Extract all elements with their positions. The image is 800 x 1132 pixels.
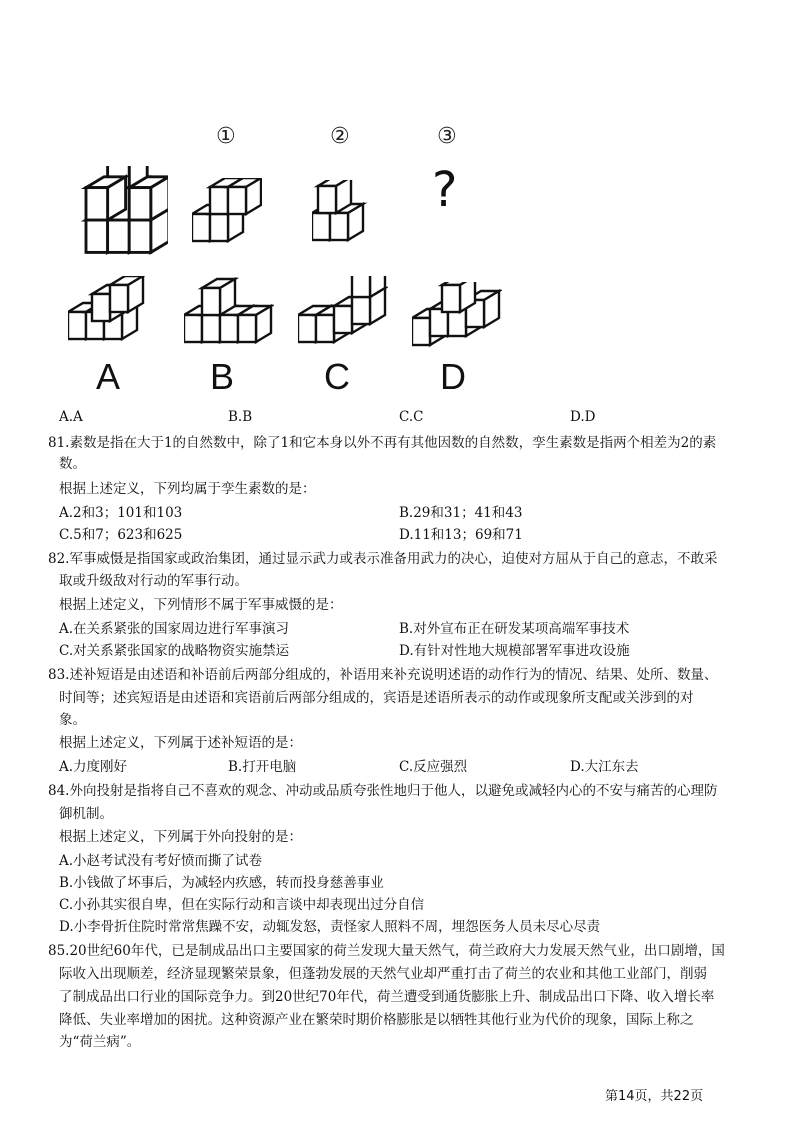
q81-option-c[interactable]: C.5和7；623和625: [59, 527, 183, 543]
q84-stem-cont: 御机制。: [59, 806, 113, 822]
label-2: ②: [330, 124, 350, 149]
q80-option-a[interactable]: A.A: [59, 409, 83, 425]
question-mark: ?: [432, 162, 458, 218]
q82-option-d[interactable]: D.有针对性地大规模部署军事进攻设施: [399, 643, 630, 659]
option-c-figure: [298, 276, 388, 346]
reference-figure: [68, 166, 168, 256]
q81-option-b[interactable]: B.29和31；41和43: [399, 505, 523, 521]
q82-ask: 根据上述定义，下列情形不属于军事威慑的是：: [59, 597, 343, 613]
option-letter-b: B: [210, 356, 235, 397]
q85-stem-cont2: 了制成品出口行业的国际竞争力。到20世纪70年代，荷兰遭受到通货膨胀上升、制成品出口下降、收入增长率: [59, 989, 715, 1005]
option-letter-d: D: [440, 356, 466, 397]
q81-ask: 根据上述定义，下列均属于孪生素数的是：: [59, 481, 316, 497]
q82-option-b[interactable]: B.对外宣布正在研发某项高端军事技术: [399, 621, 630, 637]
label-1: ①: [216, 124, 236, 149]
q83-stem-cont1: 时间等；述宾短语是由述语和宾语前后两部分组成的，宾语是述语所表示的动作或现象所支配或关涉到的对: [59, 690, 694, 706]
option-letter-c: C: [324, 356, 350, 397]
q83-stem: 83.述补短语是由述语和补语前后两部分组成的，补语用来补充说明述语的动作行为的情况、结果、处所、数量、: [48, 667, 718, 683]
q82-option-a[interactable]: A.在关系紧张的国家周边进行军事演习: [59, 621, 290, 637]
q85-stem-cont4: 为“荷兰病”。: [59, 1034, 141, 1050]
q80-option-c[interactable]: C.C: [399, 409, 424, 425]
q85-stem-cont3: 降低、失业率增加的困扰。这种资源产业在繁荣时期价格膨胀是以牺牲其他行业为代价的现象，国际上称之: [59, 1012, 694, 1028]
q83-option-c[interactable]: C.反应强烈: [399, 759, 468, 775]
q84-option-a[interactable]: A.小赵考试没有考好愤而撕了试卷: [59, 853, 263, 869]
q84-stem: 84.外向投射是指将自己不喜欢的观念、冲动或品质夸张性地归于他人，以避免或减轻内心的不安与痛苦的心理防: [48, 783, 718, 799]
option-a-figure: [68, 276, 158, 346]
q84-ask: 根据上述定义，下列属于外向投射的是：: [59, 829, 302, 845]
q81-option-a[interactable]: A.2和3；101和103: [59, 505, 183, 521]
q83-ask: 根据上述定义，下列属于述补短语的是：: [59, 735, 302, 751]
q83-option-a[interactable]: A.力度刚好: [59, 759, 128, 775]
q83-stem-cont2: 象。: [59, 712, 86, 728]
q80-option-d[interactable]: D.D: [570, 409, 596, 425]
figure-2: [312, 180, 382, 250]
page-number: 第14页，共22页: [605, 1089, 704, 1104]
q84-option-c[interactable]: C.小孙其实很自卑，但在实际行动和言谈中却表现出过分自信: [59, 897, 425, 913]
q81-stem: 81.素数是指在大于1的自然数中，除了1和它本身以外不再有其他因数的自然数，孪生素数是指两个相差为2的素: [48, 435, 717, 451]
figure-1: [192, 178, 262, 248]
q84-option-d[interactable]: D.小李骨折住院时常常焦躁不安，动辄发怒，责怪家人照料不周，埋怨医务人员未尽心尽责: [59, 919, 601, 935]
q82-option-c[interactable]: C.对关系紧张国家的战略物资实施禁运: [59, 643, 290, 659]
q81-stem-cont: 数。: [59, 456, 86, 472]
q83-option-b[interactable]: B.打开电脑: [228, 759, 297, 775]
q82-stem-cont: 取或升级敌对行动的军事行动。: [59, 573, 248, 589]
option-b-figure: [184, 276, 274, 346]
q80-option-b[interactable]: B.B: [228, 409, 253, 425]
q85-stem: 85.20世纪60年代，已是制成品出口主要国家的荷兰发现大量天然气，荷兰政府大力发展天然气业，出口剧增，国: [48, 943, 725, 959]
label-3: ③: [437, 124, 457, 149]
option-d-figure: [412, 282, 502, 352]
q85-stem-cont1: 际收入出现顺差，经济显现繁荣景象，但蓬勃发展的天然气业却严重打击了荷兰的农业和其他工业部门，削弱: [59, 966, 707, 982]
q83-option-d[interactable]: D.大江东去: [570, 759, 639, 775]
q84-option-b[interactable]: B.小钱做了坏事后，为减轻内疚感，转而投身慈善事业: [59, 875, 384, 891]
q81-option-d[interactable]: D.11和13；69和71: [399, 527, 523, 543]
option-letter-a: A: [96, 356, 121, 397]
q82-stem: 82.军事威慑是指国家或政治集团，通过显示武力或表示准备用武力的决心，迫使对方屈从于自己的意志，不敢采: [48, 551, 718, 567]
